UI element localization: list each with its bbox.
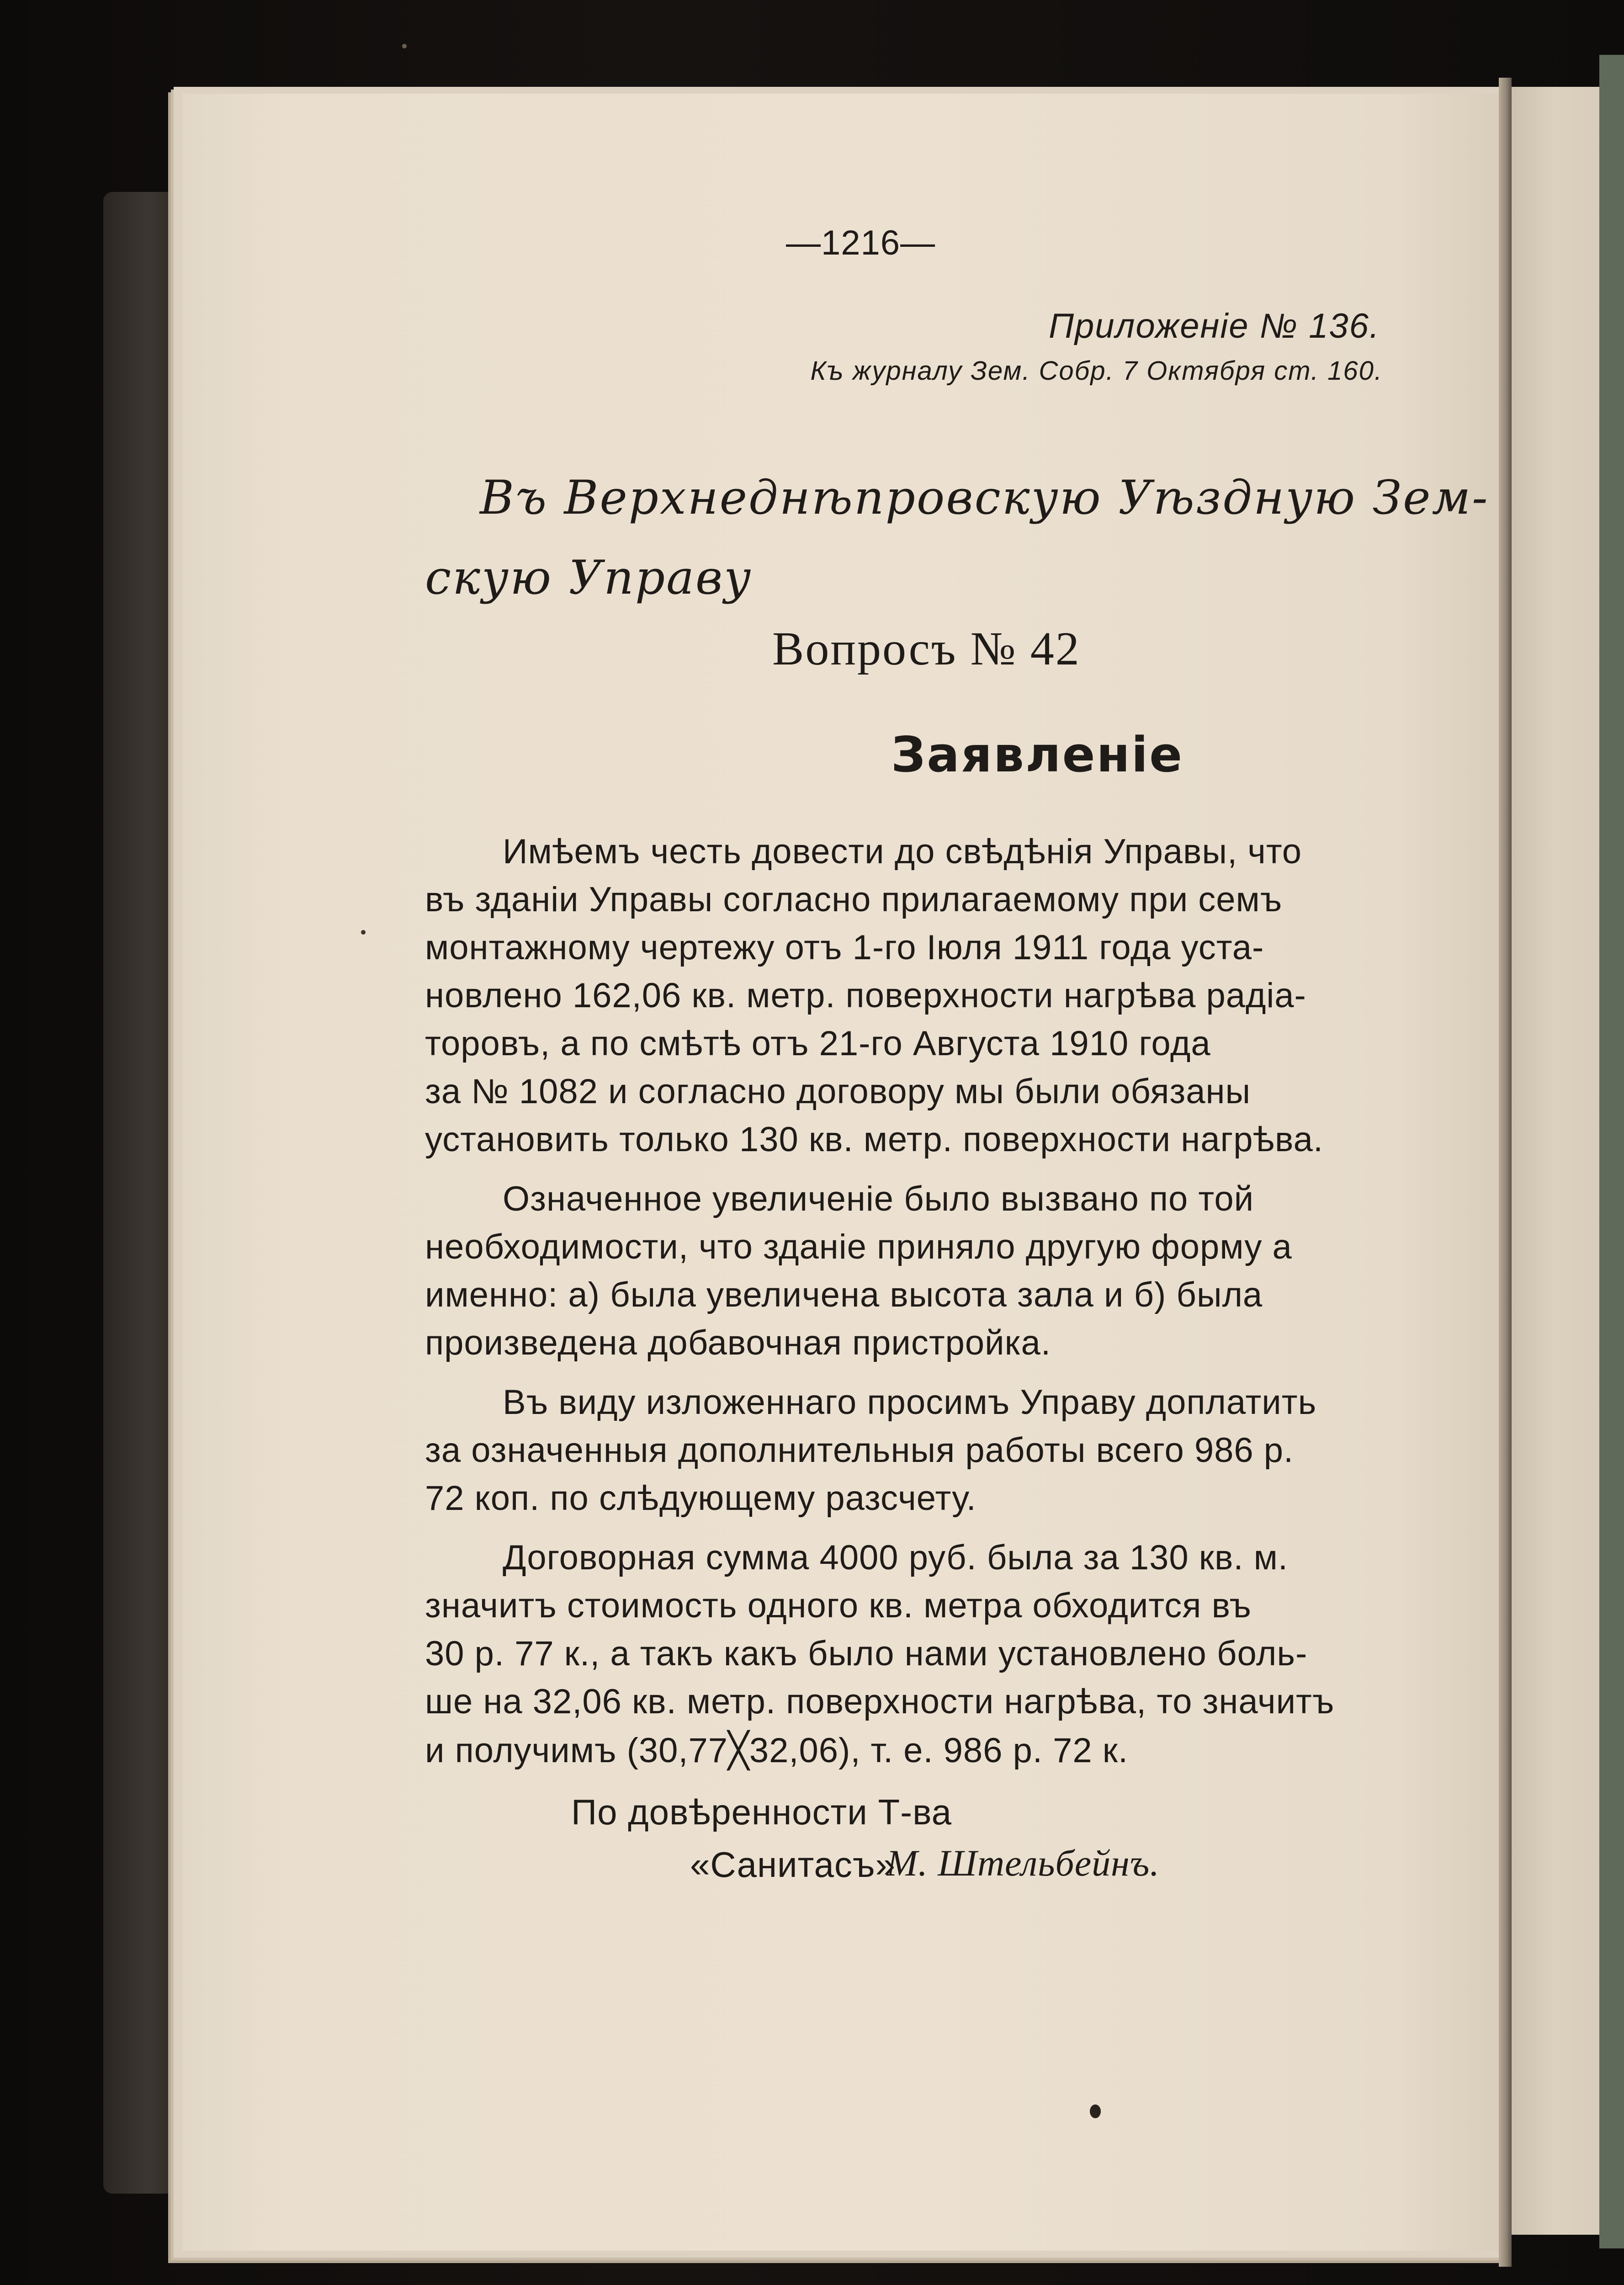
address-line-1: Въ Верхнеднѣпровскую Уѣздную Зем- (480, 471, 1489, 525)
body-line: 30 р. 77 к., а такъ какъ было нами установлено боль- (425, 1634, 1308, 1673)
body-line: Означенное увеличенiе было вызвано по той (503, 1180, 1254, 1218)
body-line: за № 1082 и согласно договору мы были обязаны (425, 1072, 1251, 1111)
journal-reference: Къ журналу Зем. Собр. 7 Октября ст. 160. (810, 356, 1383, 386)
signature-name: М. Штельбейнъ. (886, 1842, 1160, 1884)
ink-blot (1090, 2104, 1101, 2118)
appendix-number: Приложенiе № 136. (1048, 307, 1380, 345)
page-gutter-edge (1499, 78, 1512, 2267)
body-line: Въ виду изложеннаго просимъ Управу доплатить (503, 1383, 1317, 1422)
body-line: установить только 130 кв. метр. поверхности нагрѣва. (425, 1120, 1323, 1159)
paper-speck (361, 930, 366, 935)
body-line: Имѣемъ честь довести до свѣдѣнiя Управы, что (503, 832, 1302, 871)
question-number: Вопросъ № 42 (772, 622, 1081, 675)
signature-company: «Санитасъ» (690, 1844, 896, 1885)
address-line-2: скую Управу (425, 551, 753, 605)
document-heading: Заявленiе (891, 727, 1184, 783)
body-line: новлено 162,06 кв. метр. поверхности нагрѣва радiа- (425, 976, 1306, 1015)
body-line: монтажному чертежу отъ 1-го Iюля 1911 года уста- (425, 928, 1264, 967)
book-binding (103, 192, 186, 2194)
body-line: за означенныя дополнительныя работы всего 986 р. (425, 1431, 1294, 1470)
body-line: торовъ, а по смѣтѣ отъ 21-го Августа 1910 года (425, 1024, 1211, 1063)
facing-cover-cloth (1599, 55, 1624, 2248)
body-line: значитъ стоимость одного кв. метра обходится въ (425, 1586, 1252, 1625)
signature-authority: По довѣренности Т-ва (571, 1792, 952, 1832)
page-number: —1216— (786, 223, 936, 262)
body-line: ше на 32,06 кв. метр. поверхности нагрѣва, то значитъ (425, 1682, 1335, 1721)
body-line: необходимости, что зданiе приняло другую форму а (425, 1228, 1292, 1266)
body-line: произведена добавочная пристройка. (425, 1323, 1051, 1362)
body-line: въ зданiи Управы согласно прилагаемому при семъ (425, 880, 1283, 919)
body-line: Договорная сумма 4000 руб. была за 130 кв. м. (503, 1538, 1288, 1577)
book-page (183, 94, 1499, 2251)
dust-speck (402, 44, 407, 48)
body-line: и получимъ (30,77╳32,06), т. е. 986 р. 72 к. (425, 1731, 1129, 1770)
body-line: 72 коп. по слѣдующему разсчету. (425, 1479, 977, 1518)
body-line: именно: а) была увеличена высота зала и б) была (425, 1275, 1263, 1314)
